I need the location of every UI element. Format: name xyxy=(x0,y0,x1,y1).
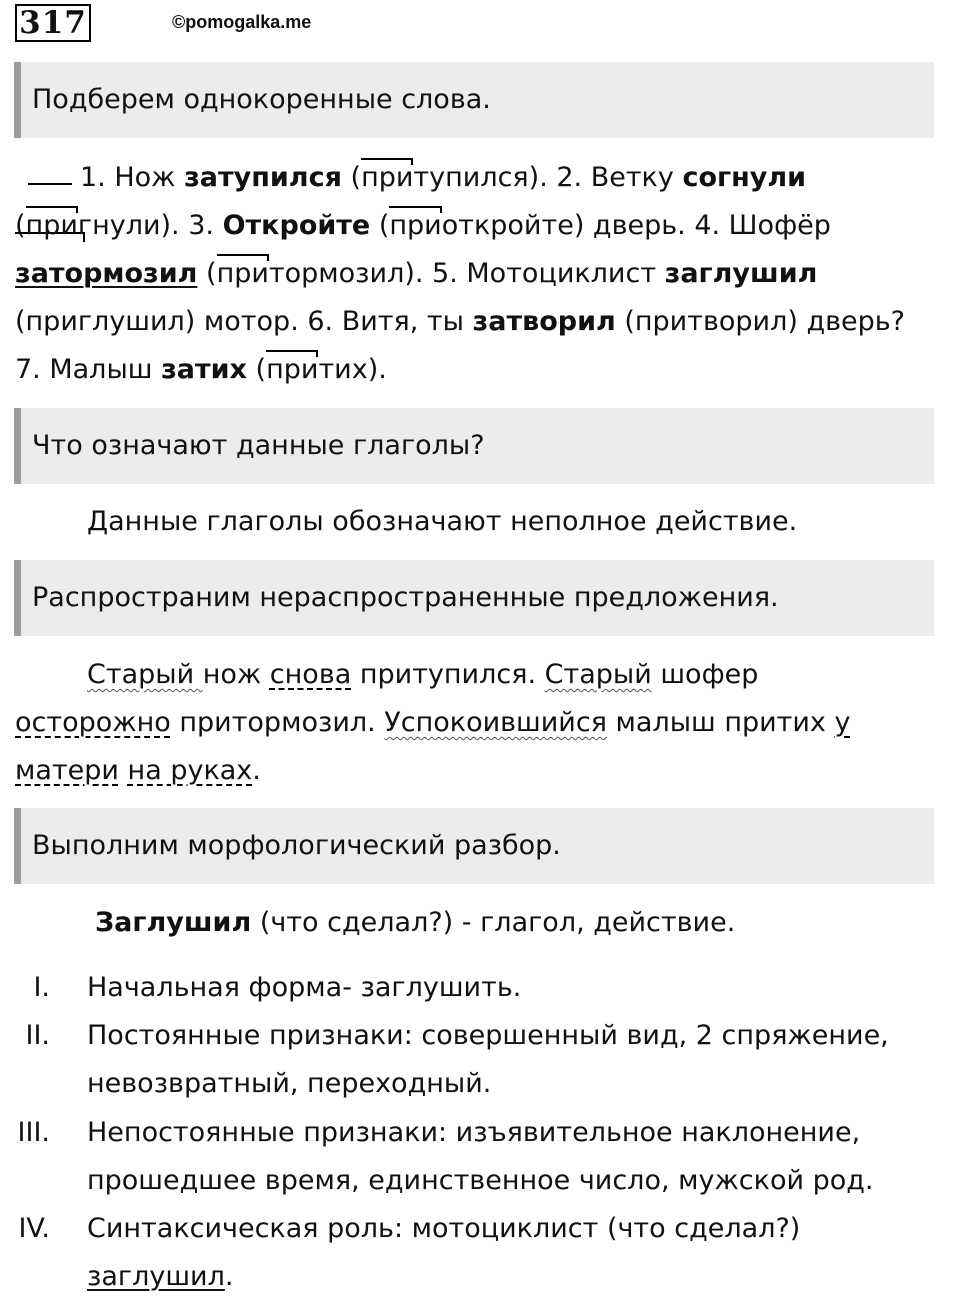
list-item-continuation xyxy=(87,1157,874,1205)
bold-word: затих xyxy=(161,354,247,385)
dashed-word: у xyxy=(834,707,851,738)
section-header-meaning xyxy=(14,408,934,484)
list-item-continuation xyxy=(87,1060,491,1108)
list-number: III. xyxy=(17,1117,50,1148)
prefix-mark: при xyxy=(361,154,413,202)
text: . xyxy=(224,1261,234,1292)
paragraph-line xyxy=(80,154,806,202)
paragraph-line xyxy=(87,498,797,546)
paragraph-line xyxy=(15,202,831,250)
text: малыш притих xyxy=(606,707,835,738)
text: (что сделал?) - глагол, действие. xyxy=(251,907,736,938)
dashed-word: снова xyxy=(269,659,352,690)
text: Постоянные признаки: совершенный вид, 2 спряжение, xyxy=(87,1020,889,1051)
prefix-mark: при xyxy=(389,202,441,250)
paragraph-line xyxy=(95,899,735,947)
list-number: I. xyxy=(33,972,50,1003)
paragraph-line xyxy=(15,346,387,394)
text: притормозил. xyxy=(170,707,385,738)
dashed-word: на руках xyxy=(127,755,253,786)
bold-word: согнули xyxy=(682,162,807,193)
list-item xyxy=(87,1109,860,1157)
text: (притворил) дверь? xyxy=(615,306,906,337)
text: тормозил). 5. Мотоциклист xyxy=(268,258,665,289)
wavy-word: Старый xyxy=(87,659,203,690)
section-header-roots xyxy=(14,62,934,138)
section-header-text: Выполним морфологический разбор. xyxy=(32,830,561,861)
section-header-morph xyxy=(14,808,934,884)
text: ( xyxy=(246,354,267,385)
section-header-text: Распространим нераспространенные предложения. xyxy=(32,582,779,613)
prefix-mark: при xyxy=(26,202,78,250)
bold-word: заглушил xyxy=(664,258,818,289)
paragraph-line xyxy=(15,747,261,795)
paragraph-line xyxy=(15,298,905,346)
text: ( xyxy=(341,162,362,193)
text: откройте) дверь. 4. Шофёр xyxy=(441,210,831,241)
list-item-continuation xyxy=(87,1253,233,1301)
section-header-extend xyxy=(14,560,934,636)
bold-word: Откройте xyxy=(222,210,371,241)
section-header-text: Подберем однокоренные слова. xyxy=(32,84,491,115)
paragraph-line xyxy=(87,651,758,699)
text: 7. Малыш xyxy=(15,354,162,385)
prefix-mark: при xyxy=(266,346,318,394)
dashed-word: матери xyxy=(15,755,119,786)
section-header-text: Что означают данные глаголы? xyxy=(32,430,485,461)
task-number: 317 xyxy=(15,4,91,42)
bold-word: Заглушил xyxy=(95,907,252,938)
copyright-label: ©pomogalka.me xyxy=(172,12,312,32)
list-number: IV. xyxy=(18,1213,50,1244)
text: шофер xyxy=(651,659,759,690)
text: ( xyxy=(370,210,390,241)
text: 1. Нож xyxy=(80,162,185,193)
paragraph-line xyxy=(15,250,817,298)
text: тупился). 2. Ветку xyxy=(413,162,683,193)
indent-mark xyxy=(28,183,72,185)
wavy-word: Старый xyxy=(544,659,652,690)
prefix-mark: при xyxy=(217,250,269,298)
text: Данные глаголы обозначают неполное действие. xyxy=(87,506,798,537)
list-item xyxy=(87,1012,889,1060)
bold-word: затормозил xyxy=(15,258,198,289)
text xyxy=(119,755,128,786)
text: гнули). 3. xyxy=(77,210,223,241)
wavy-word: Успокоившийся xyxy=(384,707,607,738)
bold-word: затворил xyxy=(472,306,616,337)
text: Синтаксическая роль: мотоциклист (что сделал?) xyxy=(87,1213,801,1244)
text: Непостоянные признаки: изъявительное наклонение, xyxy=(87,1117,861,1148)
dashed-word: осторожно xyxy=(15,707,171,738)
text: тих). xyxy=(318,354,387,385)
list-number: II. xyxy=(25,1020,50,1051)
text: притупился. xyxy=(351,659,545,690)
text: . xyxy=(252,755,261,786)
text: прошедшее время, единственное число, мужской род. xyxy=(87,1165,874,1196)
text: ( xyxy=(15,210,26,241)
text: ( xyxy=(197,258,217,289)
list-item xyxy=(87,1205,800,1253)
text: нож xyxy=(202,659,270,690)
text: (приглушил) мотор. 6. Витя, ты xyxy=(15,306,473,337)
text: Начальная форма- заглушить. xyxy=(87,972,522,1003)
list-item xyxy=(87,964,521,1012)
paragraph-line xyxy=(15,699,850,747)
bold-word: затупился xyxy=(184,162,342,193)
underlined-word: заглушил xyxy=(87,1261,225,1292)
text: невозвратный, переходный. xyxy=(87,1068,492,1099)
